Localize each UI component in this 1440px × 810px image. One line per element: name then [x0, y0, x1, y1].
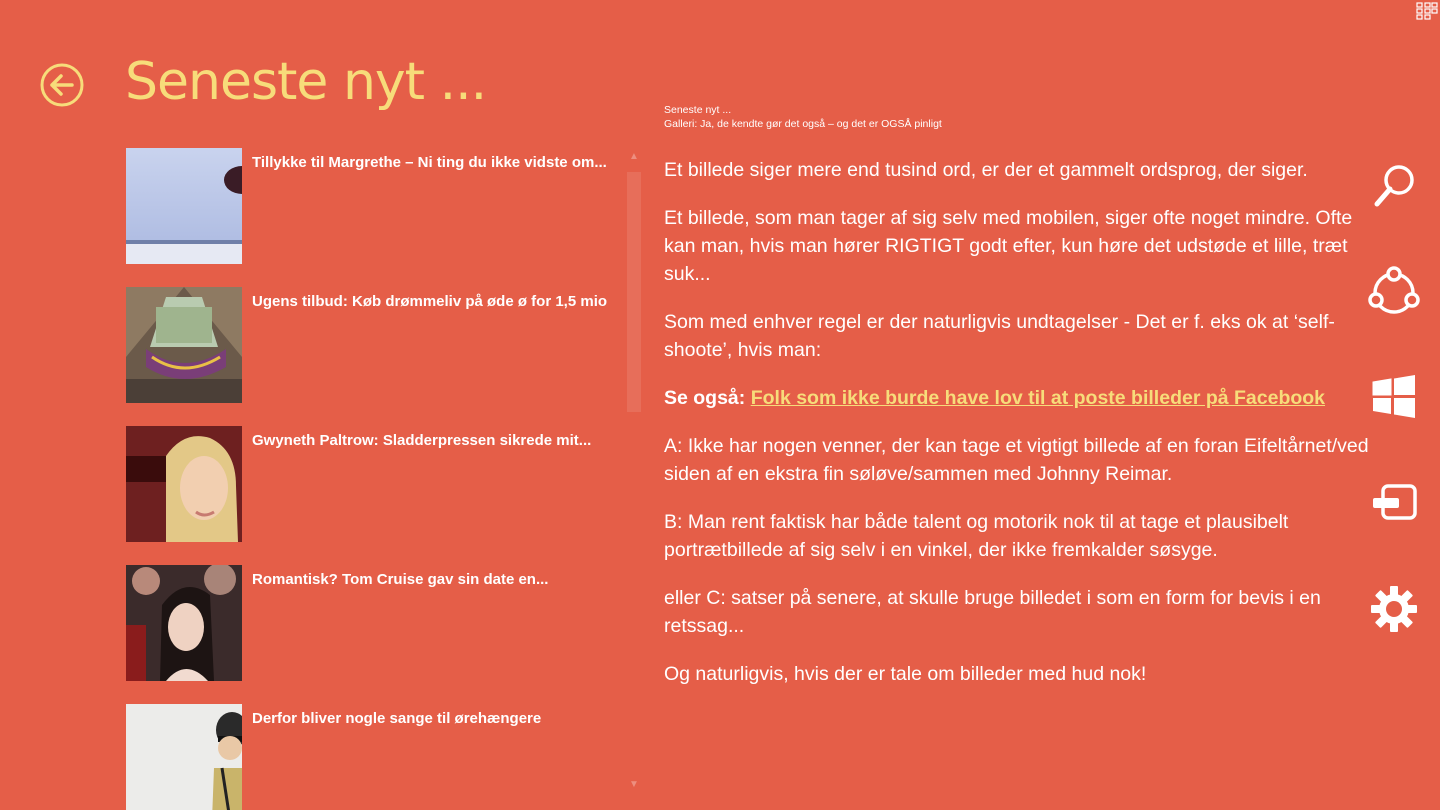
article-paragraph: Et billede, som man tager af sig selv med mobilen, siger ofte noget mindre. Ofte kan man, hvis man hører RIGTIGT godt efter, kun høre det udstøde et lille, træt suk... — [664, 207, 1353, 285]
news-item-sange[interactable] — [126, 704, 626, 810]
news-item-title: Romantisk? Tom Cruise gav sin date en... — [252, 571, 549, 588]
start-icon — [1369, 372, 1419, 422]
news-item-paltrow[interactable] — [126, 426, 626, 542]
news-item-cruise[interactable] — [126, 565, 626, 681]
article-breadcrumb — [664, 103, 942, 131]
article-body — [664, 156, 1380, 708]
news-thumbnail — [126, 704, 242, 810]
news-item-margrethe[interactable] — [126, 148, 626, 264]
share-icon — [1367, 266, 1421, 320]
settings-charm[interactable] — [1364, 584, 1424, 644]
see-also — [664, 384, 1380, 412]
article-paragraph: B: Man rent faktisk har både talent og motorik nok til at tage et plausibelt portrætbillede af sig selv i en vinkel, der ikke fremkalder søsyge. — [664, 511, 1289, 561]
see-also-link[interactable]: Folk som ikke burde have lov til at poste billeder på Facebook — [750, 387, 1326, 409]
search-icon — [1369, 160, 1419, 210]
breadcrumb-article-title: Galleri: Ja, de kendte gør det også – og det er OGSÅ pinligt — [664, 118, 942, 130]
news-item-title: Tillykke til Margrethe – Ni ting du ikke vidste om... — [252, 154, 607, 171]
article-paragraph: Et billede siger mere end tusind ord, er der et gammelt ordsprog, der siger. — [664, 159, 1308, 181]
devices-icon — [1369, 478, 1419, 528]
search-charm[interactable] — [1364, 160, 1424, 220]
settings-icon — [1369, 584, 1419, 634]
app-grid-icon[interactable] — [1416, 2, 1438, 20]
share-charm[interactable] — [1364, 266, 1424, 326]
news-thumbnail — [126, 426, 242, 542]
article-paragraph: eller C: satser på senere, at skulle bruge billedet i som en form for bevis i en retssag... — [664, 587, 1321, 637]
news-list — [126, 148, 626, 810]
news-item-title: Ugens tilbud: Køb drømmeliv på øde ø for 1,5 mio — [252, 293, 608, 310]
breadcrumb-section: Seneste nyt ... — [664, 104, 732, 116]
article-paragraph: Og naturligvis, hvis der er tale om billeder med hud nok! — [664, 663, 1147, 685]
back-button[interactable] — [40, 63, 84, 107]
news-thumbnail — [126, 565, 242, 681]
scroll-up-arrow-icon[interactable]: ▲ — [629, 151, 639, 162]
article-paragraph: Som med enhver regel er der naturligvis undtagelser - Det er f. eks ok at ‘self-shoote’, hvis man: — [664, 311, 1335, 361]
devices-charm[interactable] — [1364, 478, 1424, 538]
scroll-down-arrow-icon[interactable]: ▼ — [629, 779, 639, 790]
news-thumbnail — [126, 287, 242, 403]
start-charm[interactable] — [1364, 372, 1424, 432]
news-item-island[interactable] — [126, 287, 626, 403]
see-also-label: Se også: — [664, 387, 746, 409]
news-item-title: Derfor bliver nogle sange til ørehængere — [252, 710, 542, 727]
news-thumbnail — [126, 148, 242, 264]
news-item-title: Gwyneth Paltrow: Sladderpressen sikrede mit... — [252, 432, 592, 449]
arrow-left-circle-icon — [40, 63, 84, 107]
article-paragraph: A: Ikke har nogen venner, der kan tage et vigtigt billede af en foran Eifeltårnet/ved siden af en ekstra fin søløve/sammen med Johnny Reimar. — [664, 435, 1369, 485]
charms-bar — [1364, 160, 1424, 630]
news-list-scrollbar[interactable] — [627, 172, 641, 412]
page-title: Seneste nyt ... — [125, 52, 487, 112]
